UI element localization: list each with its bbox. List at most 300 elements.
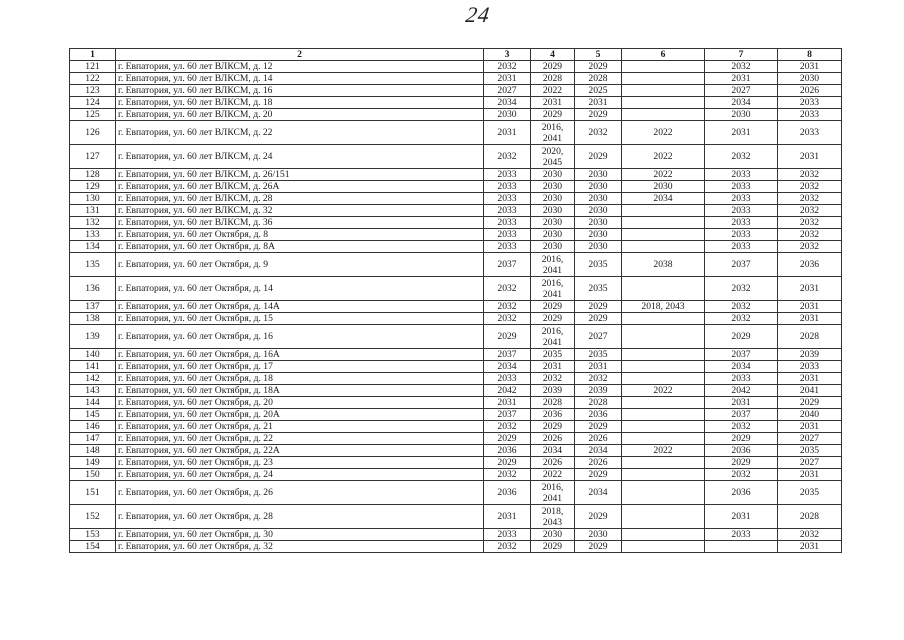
table-row [70,349,842,361]
year-col4-cell: 2029 [531,109,575,121]
year-col5-cell: 2034 [575,481,622,505]
row-number-cell: 140 [70,349,116,361]
address-cell: г. Евпатория, ул. 60 лет ВЛКСМ, д. 18 [116,97,484,109]
year-col7-cell: 2032 [705,421,778,433]
table-row [70,421,842,433]
year-col3-cell: 2032 [484,301,531,313]
row-number-cell: 153 [70,529,116,541]
row-number-cell: 150 [70,469,116,481]
year-col3-cell: 2032 [484,277,531,301]
year-col8-cell: 2033 [778,97,842,109]
address-cell: г. Евпатория, ул. 60 лет Октября, д. 9 [116,253,484,277]
year-col6-cell: 2018, 2043 [622,301,705,313]
year-col4-cell: 2030 [531,205,575,217]
year-col5-cell: 2028 [575,73,622,85]
table-row [70,205,842,217]
year-col6-cell [622,97,705,109]
year-col3-cell: 2037 [484,409,531,421]
year-col6-cell [622,109,705,121]
address-cell: г. Евпатория, ул. 60 лет Октября, д. 21 [116,421,484,433]
year-col3-cell: 2027 [484,85,531,97]
year-col4-cell: 2034 [531,445,575,457]
year-col6-cell [622,373,705,385]
row-number-cell: 131 [70,205,116,217]
year-col7-cell: 2033 [705,169,778,181]
row-number-cell: 154 [70,541,116,553]
address-cell: г. Евпатория, ул. 60 лет ВЛКСМ, д. 24 [116,145,484,169]
row-number-cell: 126 [70,121,116,145]
year-col7-cell: 2029 [705,325,778,349]
table-row [70,385,842,397]
year-col3-cell: 2031 [484,121,531,145]
address-cell: г. Евпатория, ул. 60 лет Октября, д. 14 [116,277,484,301]
year-col7-cell: 2029 [705,457,778,469]
year-col5-cell: 2034 [575,445,622,457]
year-col8-cell: 2032 [778,205,842,217]
year-col6-cell [622,241,705,253]
year-col8-cell: 2028 [778,325,842,349]
year-col4-cell: 2031 [531,97,575,109]
year-col6-cell [622,541,705,553]
year-col4-cell: 2030 [531,217,575,229]
year-col5-cell: 2030 [575,229,622,241]
address-cell: г. Евпатория, ул. 60 лет Октября, д. 20А [116,409,484,421]
year-col3-cell: 2029 [484,325,531,349]
year-col6-cell: 2022 [622,385,705,397]
year-col4-cell: 2018, 2043 [531,505,575,529]
table-row [70,469,842,481]
year-col3-cell: 2034 [484,361,531,373]
year-col3-cell: 2031 [484,505,531,529]
address-cell: г. Евпатория, ул. 60 лет Октября, д. 15 [116,313,484,325]
year-col5-cell: 2029 [575,421,622,433]
year-col8-cell: 2031 [778,277,842,301]
table-row [70,229,842,241]
year-col8-cell: 2039 [778,349,842,361]
year-col6-cell [622,217,705,229]
year-col6-cell: 2034 [622,193,705,205]
column-header: 7 [705,49,778,61]
year-col4-cell: 2030 [531,169,575,181]
year-col6-cell [622,325,705,349]
table-row [70,73,842,85]
table-row [70,409,842,421]
row-number-cell: 151 [70,481,116,505]
address-cell: г. Евпатория, ул. 60 лет Октября, д. 17 [116,361,484,373]
year-col3-cell: 2034 [484,97,531,109]
row-number-cell: 138 [70,313,116,325]
table-row [70,301,842,313]
year-col6-cell [622,229,705,241]
year-col5-cell: 2032 [575,373,622,385]
year-col3-cell: 2033 [484,229,531,241]
year-col7-cell: 2033 [705,217,778,229]
year-col7-cell: 2032 [705,145,778,169]
year-col4-cell: 2022 [531,469,575,481]
year-col5-cell: 2029 [575,109,622,121]
address-cell: г. Евпатория, ул. 60 лет ВЛКСМ, д. 20 [116,109,484,121]
row-number-cell: 125 [70,109,116,121]
year-col6-cell [622,529,705,541]
year-col7-cell: 2033 [705,229,778,241]
year-col5-cell: 2029 [575,541,622,553]
year-col6-cell: 2022 [622,145,705,169]
table-row [70,85,842,97]
year-col3-cell: 2042 [484,385,531,397]
year-col5-cell: 2039 [575,385,622,397]
address-cell: г. Евпатория, ул. 60 лет Октября, д. 20 [116,397,484,409]
address-cell: г. Евпатория, ул. 60 лет ВЛКСМ, д. 22 [116,121,484,145]
year-col7-cell: 2031 [705,397,778,409]
year-col7-cell: 2037 [705,253,778,277]
year-col8-cell: 2035 [778,481,842,505]
year-col7-cell: 2032 [705,469,778,481]
row-number-cell: 135 [70,253,116,277]
year-col4-cell: 2028 [531,397,575,409]
year-col8-cell: 2033 [778,361,842,373]
year-col3-cell: 2033 [484,241,531,253]
address-cell: г. Евпатория, ул. 60 лет Октября, д. 26 [116,481,484,505]
row-number-cell: 145 [70,409,116,421]
year-col6-cell [622,409,705,421]
row-number-cell: 129 [70,181,116,193]
year-col3-cell: 2031 [484,397,531,409]
year-col5-cell: 2030 [575,241,622,253]
year-col8-cell: 2031 [778,421,842,433]
address-cell: г. Евпатория, ул. 60 лет Октября, д. 32 [116,541,484,553]
year-col5-cell: 2029 [575,469,622,481]
year-col4-cell: 2020, 2045 [531,145,575,169]
year-col7-cell: 2031 [705,121,778,145]
year-col5-cell: 2035 [575,349,622,361]
address-cell: г. Евпатория, ул. 60 лет ВЛКСМ, д. 36 [116,217,484,229]
year-col8-cell: 2032 [778,241,842,253]
year-col7-cell: 2031 [705,505,778,529]
year-col4-cell: 2030 [531,193,575,205]
table-row [70,193,842,205]
year-col4-cell: 2016, 2041 [531,277,575,301]
year-col5-cell: 2029 [575,145,622,169]
year-col4-cell: 2030 [531,181,575,193]
year-col3-cell: 2033 [484,529,531,541]
year-col4-cell: 2030 [531,229,575,241]
table-row [70,529,842,541]
year-col6-cell [622,361,705,373]
year-col5-cell: 2030 [575,205,622,217]
year-col8-cell: 2031 [778,145,842,169]
table-row [70,169,842,181]
row-number-cell: 122 [70,73,116,85]
year-col4-cell: 2026 [531,457,575,469]
year-col7-cell: 2033 [705,373,778,385]
year-col5-cell: 2028 [575,397,622,409]
table-row [70,313,842,325]
year-col6-cell [622,457,705,469]
table-row [70,145,842,169]
row-number-cell: 127 [70,145,116,169]
year-col6-cell [622,397,705,409]
year-col3-cell: 2037 [484,349,531,361]
year-col7-cell: 2036 [705,445,778,457]
year-col4-cell: 2029 [531,541,575,553]
table-row [70,217,842,229]
year-col6-cell [622,421,705,433]
year-col3-cell: 2033 [484,181,531,193]
year-col3-cell: 2032 [484,61,531,73]
year-col6-cell: 2030 [622,181,705,193]
table-row [70,241,842,253]
table-row [70,325,842,349]
year-col7-cell: 2033 [705,529,778,541]
header-row [70,49,842,61]
year-col3-cell: 2033 [484,193,531,205]
year-col3-cell: 2033 [484,205,531,217]
year-col8-cell: 2032 [778,169,842,181]
year-col6-cell: 2038 [622,253,705,277]
year-col8-cell: 2031 [778,61,842,73]
row-number-cell: 148 [70,445,116,457]
schedule-table [69,48,842,553]
year-col8-cell: 2030 [778,73,842,85]
table-row [70,109,842,121]
year-col4-cell: 2036 [531,409,575,421]
year-col4-cell: 2029 [531,61,575,73]
address-cell: г. Евпатория, ул. 60 лет Октября, д. 18 [116,373,484,385]
row-number-cell: 133 [70,229,116,241]
year-col5-cell: 2030 [575,529,622,541]
year-col5-cell: 2030 [575,169,622,181]
address-cell: г. Евпатория, ул. 60 лет Октября, д. 22А [116,445,484,457]
address-cell: г. Евпатория, ул. 60 лет Октября, д. 28 [116,505,484,529]
table-row [70,61,842,73]
year-col5-cell: 2026 [575,433,622,445]
year-col8-cell: 2032 [778,181,842,193]
table-row [70,481,842,505]
year-col3-cell: 2033 [484,169,531,181]
year-col8-cell: 2031 [778,313,842,325]
year-col7-cell: 2036 [705,481,778,505]
address-cell: г. Евпатория, ул. 60 лет Октября, д. 16А [116,349,484,361]
year-col7-cell: 2033 [705,193,778,205]
year-col5-cell: 2029 [575,61,622,73]
year-col3-cell: 2032 [484,313,531,325]
table-row [70,433,842,445]
year-col7-cell: 2033 [705,205,778,217]
row-number-cell: 136 [70,277,116,301]
year-col7-cell: 2037 [705,349,778,361]
table-row [70,97,842,109]
year-col6-cell [622,349,705,361]
year-col6-cell [622,505,705,529]
year-col8-cell: 2032 [778,229,842,241]
year-col6-cell: 2022 [622,121,705,145]
year-col5-cell: 2031 [575,361,622,373]
row-number-cell: 143 [70,385,116,397]
column-header: 5 [575,49,622,61]
table-row [70,541,842,553]
year-col6-cell [622,61,705,73]
row-number-cell: 139 [70,325,116,349]
row-number-cell: 124 [70,97,116,109]
address-cell: г. Евпатория, ул. 60 лет Октября, д. 22 [116,433,484,445]
year-col8-cell: 2033 [778,121,842,145]
year-col8-cell: 2029 [778,397,842,409]
year-col8-cell: 2032 [778,217,842,229]
year-col5-cell: 2031 [575,97,622,109]
row-number-cell: 147 [70,433,116,445]
column-header: 1 [70,49,116,61]
year-col4-cell: 2016, 2041 [531,121,575,145]
year-col8-cell: 2031 [778,541,842,553]
row-number-cell: 134 [70,241,116,253]
year-col8-cell: 2036 [778,253,842,277]
column-header: 8 [778,49,842,61]
year-col6-cell: 2022 [622,445,705,457]
year-col8-cell: 2028 [778,505,842,529]
year-col8-cell: 2032 [778,529,842,541]
row-number-cell: 123 [70,85,116,97]
page-number: 24 [464,2,492,27]
year-col8-cell: 2033 [778,109,842,121]
address-cell: г. Евпатория, ул. 60 лет ВЛКСМ, д. 26А [116,181,484,193]
year-col4-cell: 2030 [531,241,575,253]
year-col5-cell: 2030 [575,193,622,205]
year-col6-cell: 2022 [622,169,705,181]
year-col5-cell: 2026 [575,457,622,469]
address-cell: г. Евпатория, ул. 60 лет ВЛКСМ, д. 12 [116,61,484,73]
row-number-cell: 141 [70,361,116,373]
year-col4-cell: 2029 [531,421,575,433]
address-cell: г. Евпатория, ул. 60 лет Октября, д. 23 [116,457,484,469]
year-col7-cell: 2033 [705,241,778,253]
year-col8-cell: 2027 [778,433,842,445]
year-col3-cell: 2036 [484,445,531,457]
column-header: 2 [116,49,484,61]
year-col7-cell: 2027 [705,85,778,97]
table-row [70,361,842,373]
address-cell: г. Евпатория, ул. 60 лет Октября, д. 18А [116,385,484,397]
year-col6-cell [622,85,705,97]
year-col7-cell: 2032 [705,277,778,301]
table-row [70,445,842,457]
year-col3-cell: 2029 [484,433,531,445]
year-col4-cell: 2035 [531,349,575,361]
year-col6-cell [622,469,705,481]
table-row [70,277,842,301]
year-col6-cell [622,73,705,85]
row-number-cell: 142 [70,373,116,385]
year-col8-cell: 2041 [778,385,842,397]
year-col3-cell: 2032 [484,469,531,481]
year-col7-cell: 2031 [705,73,778,85]
year-col5-cell: 2035 [575,277,622,301]
table-row [70,253,842,277]
year-col5-cell: 2027 [575,325,622,349]
year-col3-cell: 2033 [484,217,531,229]
year-col4-cell: 2039 [531,385,575,397]
year-col7-cell: 2042 [705,385,778,397]
year-col3-cell: 2030 [484,109,531,121]
year-col4-cell: 2016, 2041 [531,325,575,349]
year-col6-cell [622,313,705,325]
year-col7-cell: 2032 [705,301,778,313]
year-col7-cell: 2037 [705,409,778,421]
year-col4-cell: 2026 [531,433,575,445]
year-col8-cell: 2031 [778,373,842,385]
year-col7-cell: 2034 [705,361,778,373]
year-col8-cell: 2040 [778,409,842,421]
address-cell: г. Евпатория, ул. 60 лет ВЛКСМ, д. 32 [116,205,484,217]
year-col3-cell: 2033 [484,373,531,385]
year-col3-cell: 2031 [484,73,531,85]
year-col6-cell [622,433,705,445]
table-row [70,397,842,409]
year-col4-cell: 2022 [531,85,575,97]
year-col7-cell: 2032 [705,61,778,73]
address-cell: г. Евпатория, ул. 60 лет ВЛКСМ, д. 14 [116,73,484,85]
year-col7-cell: 2034 [705,97,778,109]
year-col3-cell: 2029 [484,457,531,469]
row-number-cell: 130 [70,193,116,205]
year-col8-cell: 2026 [778,85,842,97]
year-col5-cell: 2032 [575,121,622,145]
address-cell: г. Евпатория, ул. 60 лет Октября, д. 30 [116,529,484,541]
table-row [70,181,842,193]
year-col5-cell: 2030 [575,217,622,229]
address-cell: г. Евпатория, ул. 60 лет ВЛКСМ, д. 16 [116,85,484,97]
row-number-cell: 137 [70,301,116,313]
year-col3-cell: 2036 [484,481,531,505]
address-cell: г. Евпатория, ул. 60 лет Октября, д. 8А [116,241,484,253]
table-row [70,121,842,145]
year-col5-cell: 2029 [575,505,622,529]
address-cell: г. Евпатория, ул. 60 лет ВЛКСМ, д. 28 [116,193,484,205]
year-col5-cell: 2029 [575,301,622,313]
table-row [70,505,842,529]
year-col3-cell: 2032 [484,145,531,169]
year-col4-cell: 2016, 2041 [531,481,575,505]
year-col4-cell: 2029 [531,301,575,313]
address-cell: г. Евпатория, ул. 60 лет Октября, д. 16 [116,325,484,349]
year-col7-cell: 2032 [705,313,778,325]
address-cell: г. Евпатория, ул. 60 лет Октября, д. 8 [116,229,484,241]
row-number-cell: 149 [70,457,116,469]
row-number-cell: 128 [70,169,116,181]
row-number-cell: 152 [70,505,116,529]
year-col5-cell: 2025 [575,85,622,97]
year-col4-cell: 2028 [531,73,575,85]
column-header: 3 [484,49,531,61]
year-col8-cell: 2032 [778,193,842,205]
table-body [70,61,842,553]
year-col3-cell: 2037 [484,253,531,277]
year-col6-cell [622,481,705,505]
year-col4-cell: 2016, 2041 [531,253,575,277]
year-col7-cell: 2029 [705,433,778,445]
year-col5-cell: 2029 [575,313,622,325]
year-col6-cell [622,205,705,217]
year-col8-cell: 2027 [778,457,842,469]
table-row [70,457,842,469]
year-col4-cell: 2030 [531,529,575,541]
address-cell: г. Евпатория, ул. 60 лет Октября, д. 14А [116,301,484,313]
row-number-cell: 146 [70,421,116,433]
year-col7-cell: 2030 [705,109,778,121]
row-number-cell: 144 [70,397,116,409]
year-col7-cell: 2033 [705,181,778,193]
table-row [70,373,842,385]
year-col4-cell: 2029 [531,313,575,325]
